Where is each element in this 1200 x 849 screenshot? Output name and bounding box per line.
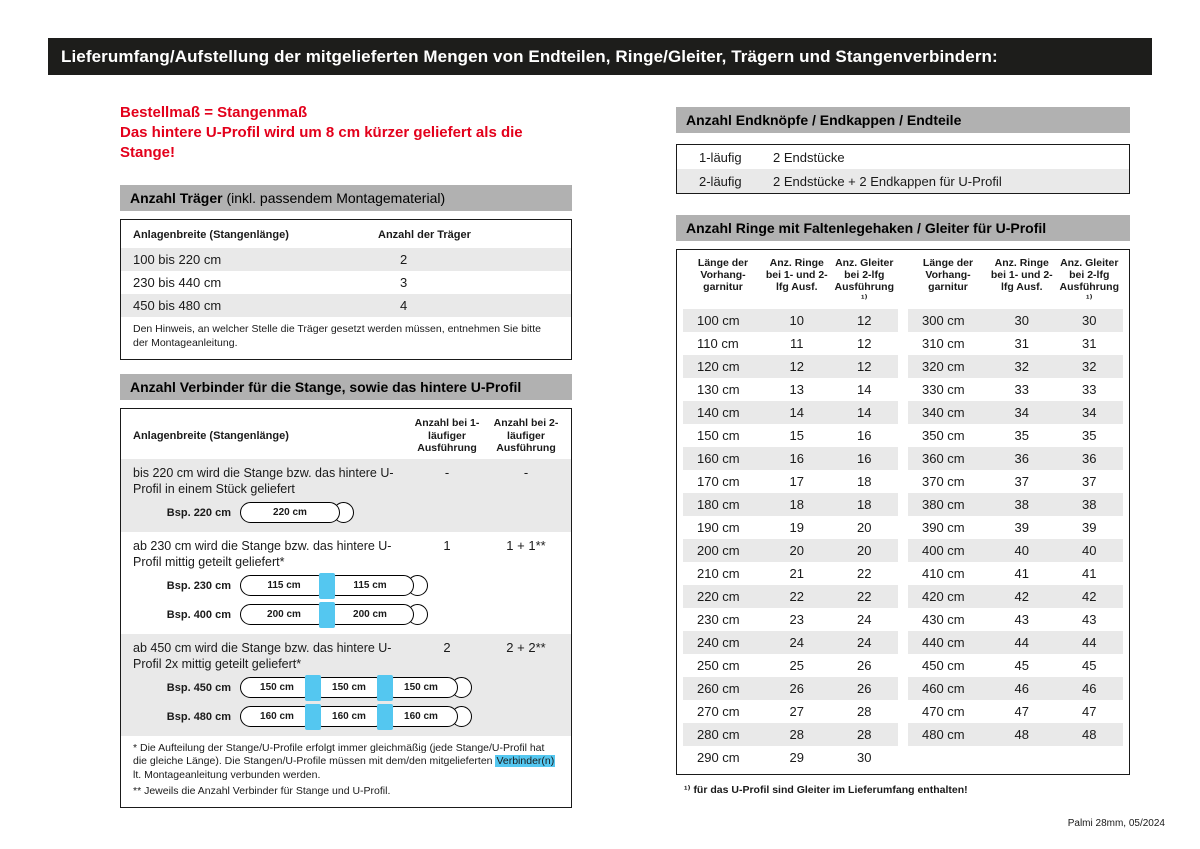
verbinder-rule-row [121, 465, 571, 497]
gliders-count-cell: 33 [1082, 382, 1097, 397]
table-row [908, 631, 1123, 654]
rod-diagram [240, 675, 472, 701]
rings-count-cell: 48 [1014, 727, 1029, 742]
traeger-col-count: Anzahl der Träger [378, 229, 471, 241]
table-row [683, 585, 898, 608]
length-cell: 340 cm [922, 405, 965, 420]
table-row [908, 355, 1123, 378]
rod-connector-icon [305, 675, 321, 701]
length-cell: 110 cm [697, 336, 739, 351]
rings-count-cell: 16 [789, 451, 804, 466]
table-row [683, 608, 898, 631]
verbinder-col-width: Anlagenbreite (Stangenlänge) [133, 429, 289, 442]
verbinder-table-header [121, 409, 571, 459]
table-row [908, 401, 1123, 424]
rod-example-label: Bsp. 480 cm [166, 710, 231, 723]
verbinder-rule-row [121, 640, 571, 672]
gliders-count-cell: 28 [857, 727, 872, 742]
gliders-count-cell: 20 [857, 543, 872, 558]
gliders-count-cell: 39 [1082, 520, 1097, 535]
length-cell: 380 cm [922, 497, 965, 512]
table-row [683, 516, 898, 539]
gliders-count-cell: 48 [1082, 727, 1097, 742]
gliders-count-cell: 14 [857, 405, 872, 420]
table-row [683, 332, 898, 355]
rod-segment: 220 cm [240, 502, 340, 523]
table-row [683, 470, 898, 493]
table-row [121, 271, 571, 294]
table-row [683, 378, 898, 401]
length-cell: 100 cm [697, 313, 740, 328]
length-cell: 240 cm [697, 635, 740, 650]
rod-example-label: Bsp. 450 cm [166, 681, 231, 694]
length-cell: 460 cm [922, 681, 965, 696]
rings-count-cell: 28 [789, 727, 804, 742]
length-cell: 410 cm [922, 566, 965, 581]
ringe-rows-left [683, 309, 898, 769]
gliders-count-cell: 45 [1082, 658, 1097, 673]
gliders-count-cell: 22 [857, 566, 872, 581]
table-row [683, 700, 898, 723]
table-row [683, 539, 898, 562]
verbinder-highlight: Verbinder(n) [496, 755, 555, 767]
length-cell: 330 cm [922, 382, 965, 397]
rod-diagram [240, 704, 472, 730]
rings-count-cell: 40 [1014, 543, 1029, 558]
rod-example [121, 675, 571, 701]
traeger-rows [121, 248, 571, 317]
rod-example [121, 602, 571, 628]
rod-diagram [240, 602, 428, 628]
rod-connector-icon [377, 675, 393, 701]
rings-count-cell: 23 [789, 612, 804, 627]
ringe-table-header [683, 255, 898, 307]
length-cell: 160 cm [697, 451, 740, 466]
length-cell: 150 cm [697, 428, 740, 443]
length-cell: 230 cm [697, 612, 740, 627]
rod-example-label: Bsp. 230 cm [166, 579, 231, 592]
rings-count-cell: 43 [1014, 612, 1029, 627]
rings-count-cell: 29 [789, 750, 804, 765]
table-row [121, 294, 571, 317]
rings-count-cell: 14 [789, 405, 804, 420]
gliders-count-cell: 30 [1082, 313, 1097, 328]
table-row [683, 401, 898, 424]
rod-segment: 115 cm [240, 575, 328, 596]
rod-segment: 115 cm [326, 575, 414, 596]
ringe-col-rings: Anz. Ringe bei 1- und 2-lfg Ausf. [990, 257, 1053, 293]
gliders-count-cell: 28 [857, 704, 872, 719]
table-row [683, 746, 898, 769]
rings-count-cell: 41 [1014, 566, 1029, 581]
rings-count-cell: 22 [789, 589, 804, 604]
table-row [683, 654, 898, 677]
length-cell: 400 cm [922, 543, 965, 558]
table-row [683, 355, 898, 378]
rod-example [121, 573, 571, 599]
endteile-title: Anzahl Endknöpfe / Endkappen / Endteile [686, 112, 962, 128]
endteile-desc-cell: 2 Endstücke + 2 Endkappen für U-Profil [773, 173, 1002, 189]
ringe-table-right [908, 255, 1123, 746]
ringe-col-length: Länge der Vorhang-garnitur [922, 257, 974, 293]
table-row [908, 585, 1123, 608]
traeger-col-width: Anlagenbreite (Stangenlänge) [133, 229, 289, 241]
rod-connector-icon [319, 602, 335, 628]
rings-count-cell: 31 [1014, 336, 1029, 351]
traeger-table [120, 219, 572, 360]
table-row [908, 493, 1123, 516]
verbinder-footnotes [121, 736, 571, 807]
traeger-section-header [120, 185, 572, 211]
table-row [908, 378, 1123, 401]
length-cell: 190 cm [697, 520, 740, 535]
length-cell: 180 cm [697, 497, 740, 512]
table-row [908, 608, 1123, 631]
gliders-count-cell: 12 [857, 336, 872, 351]
rings-count-cell: 15 [789, 428, 804, 443]
gliders-count-cell: 16 [857, 428, 872, 443]
verbinder-rule-text: ab 230 cm wird die Stange bzw. das hintere U-Profil mittig geteilt geliefert* [133, 538, 392, 569]
rod-segment: 160 cm [384, 706, 458, 727]
length-cell: 290 cm [697, 750, 740, 765]
verbinder-rule-text: bis 220 cm wird die Stange bzw. das hintere U-Profil in einem Stück geliefert [133, 465, 394, 496]
rings-count-cell: 44 [1014, 635, 1029, 650]
length-cell: 420 cm [922, 589, 965, 604]
footnote-text: lt. Montageanleitung verbunden werden. [133, 768, 321, 781]
table-row [908, 539, 1123, 562]
anlagenbreite-cell: 100 bis 220 cm [133, 252, 222, 267]
gliders-count-cell: 42 [1082, 589, 1097, 604]
table-row [908, 332, 1123, 355]
rings-count-cell: 17 [789, 474, 804, 489]
rings-count-cell: 18 [789, 497, 804, 512]
length-cell: 440 cm [922, 635, 965, 650]
rings-count-cell: 11 [790, 336, 804, 351]
ringe-col-gliders: Anz. Gleiter bei 2-lfg Ausführung ¹⁾ [834, 257, 894, 305]
table-row [121, 248, 571, 271]
rod-segment: 150 cm [384, 677, 458, 698]
page-title: Lieferumfang/Aufstellung der mitgelieferten Mengen von Endteilen, Ringe/Gleiter, Trägern und Stangenverbindern: [61, 46, 998, 66]
gliders-count-cell: 40 [1082, 543, 1097, 558]
lauf-type-cell: 2-läufig [699, 173, 742, 189]
rings-count-cell: 34 [1014, 405, 1029, 420]
verbinder-col-1lfg: Anzahl bei 1-läufiger Ausführung [414, 417, 480, 454]
length-cell: 300 cm [922, 313, 965, 328]
gliders-count-cell: 46 [1082, 681, 1097, 696]
verbinder-col-2lfg: Anzahl bei 2-läufiger Ausführung [493, 417, 559, 454]
ringe-col-gliders: Anz. Gleiter bei 2-lfg Ausführung ¹⁾ [1059, 257, 1119, 305]
length-cell: 310 cm [922, 336, 965, 351]
gliders-count-cell: 12 [857, 359, 872, 374]
length-cell: 140 cm [697, 405, 740, 420]
gliders-count-cell: 31 [1082, 336, 1097, 351]
traeger-table-header [121, 220, 571, 248]
rings-count-cell: 35 [1014, 428, 1029, 443]
table-row [683, 677, 898, 700]
length-cell: 250 cm [697, 658, 740, 673]
gliders-count-cell: 12 [857, 313, 872, 328]
left-column [120, 103, 572, 808]
traeger-title-bold: Anzahl Träger [130, 190, 223, 206]
rod-connector-icon [319, 573, 335, 599]
document-footer: Palmi 28mm, 05/2024 [1067, 818, 1165, 829]
gliders-count-cell: 35 [1082, 428, 1097, 443]
rod-segment: 200 cm [240, 604, 328, 625]
traeger-count-cell: 4 [400, 298, 408, 313]
gliders-count-cell: 36 [1082, 451, 1097, 466]
rod-example [121, 500, 571, 526]
length-cell: 210 cm [697, 566, 740, 581]
ringe-footnote: ¹⁾ für das U-Profil sind Gleiter im Lieferumfang enthalten! [684, 784, 968, 796]
table-row [908, 677, 1123, 700]
gliders-count-cell: 24 [857, 635, 872, 650]
table-row [908, 654, 1123, 677]
length-cell: 200 cm [697, 543, 740, 558]
traeger-count-cell: 3 [400, 275, 408, 290]
traeger-note: Den Hinweis, an welcher Stelle die Träger gesetzt werden müssen, entnehmen Sie bitte der Montageanleitung. [133, 323, 541, 349]
rings-count-cell: 39 [1014, 520, 1029, 535]
gliders-count-cell: 38 [1082, 497, 1097, 512]
rod-segment: 200 cm [326, 604, 414, 625]
rings-count-cell: 21 [789, 566, 804, 581]
gliders-count-cell: 44 [1082, 635, 1097, 650]
ringe-col-rings: Anz. Ringe bei 1- und 2-lfg Ausf. [765, 257, 828, 293]
verbinder-count-1lfg: 2 [443, 639, 451, 655]
ringe-title: Anzahl Ringe mit Faltenlegehaken / Gleiter für U-Profil [686, 220, 1047, 236]
verbinder-count-2lfg: 1 + 1** [506, 537, 546, 553]
verbinder-section-header [120, 374, 572, 400]
length-cell: 370 cm [922, 474, 965, 489]
verbinder-count-1lfg: 1 [443, 537, 451, 553]
table-row [683, 447, 898, 470]
length-cell: 170 cm [697, 474, 740, 489]
table-row [908, 424, 1123, 447]
lauf-type-cell: 1-läufig [699, 149, 742, 165]
rings-count-cell: 38 [1014, 497, 1029, 512]
verbinder-section-ab-230 [121, 532, 571, 634]
verbinder-count-2lfg: 2 + 2** [506, 639, 546, 655]
rings-count-cell: 32 [1014, 359, 1029, 374]
verbinder-count-1lfg: - [444, 464, 450, 480]
table-row [908, 723, 1123, 746]
gliders-count-cell: 30 [857, 750, 872, 765]
gliders-count-cell: 37 [1082, 474, 1097, 489]
endteile-section-header [676, 107, 1130, 133]
length-cell: 260 cm [697, 681, 740, 696]
ringe-table-container [676, 249, 1130, 775]
rings-count-cell: 25 [789, 658, 804, 673]
verbinder-section-ab-450 [121, 634, 571, 736]
gliders-count-cell: 20 [857, 520, 872, 535]
gliders-count-cell: 34 [1082, 405, 1097, 420]
rod-connector-icon [305, 704, 321, 730]
table-row [683, 309, 898, 332]
rings-count-cell: 10 [789, 313, 804, 328]
length-cell: 450 cm [922, 658, 965, 673]
length-cell: 480 cm [922, 727, 965, 742]
traeger-count-cell: 2 [400, 252, 408, 267]
page-title-bar [48, 38, 1152, 75]
gliders-count-cell: 41 [1082, 566, 1097, 581]
verbinder-table [120, 408, 572, 808]
verbinder-rule-row [121, 538, 571, 570]
order-notice [120, 103, 572, 163]
rings-count-cell: 36 [1014, 451, 1029, 466]
gliders-count-cell: 26 [857, 681, 872, 696]
gliders-count-cell: 22 [857, 589, 872, 604]
table-row [683, 631, 898, 654]
ringe-table-header [908, 255, 1123, 307]
length-cell: 280 cm [697, 727, 740, 742]
rings-count-cell: 37 [1014, 474, 1029, 489]
gliders-count-cell: 32 [1082, 359, 1097, 374]
rings-count-cell: 12 [789, 359, 804, 374]
rings-count-cell: 27 [789, 704, 804, 719]
table-row [677, 145, 1129, 169]
table-row [683, 424, 898, 447]
rod-example-label: Bsp. 400 cm [166, 608, 231, 621]
length-cell: 120 cm [697, 359, 740, 374]
table-row [908, 470, 1123, 493]
length-cell: 220 cm [697, 589, 740, 604]
gliders-count-cell: 47 [1082, 704, 1097, 719]
rod-diagram [240, 573, 428, 599]
rings-count-cell: 42 [1014, 589, 1029, 604]
rod-segment: 160 cm [240, 706, 314, 727]
order-notice-line2: Das hintere U-Profil wird um 8 cm kürzer geliefert als die Stange! [120, 124, 523, 161]
rings-count-cell: 26 [789, 681, 804, 696]
gliders-count-cell: 24 [857, 612, 872, 627]
rod-example-label: Bsp. 220 cm [166, 506, 231, 519]
ringe-section-header [676, 215, 1130, 241]
anlagenbreite-cell: 450 bis 480 cm [133, 298, 222, 313]
rings-count-cell: 30 [1014, 313, 1029, 328]
length-cell: 270 cm [697, 704, 740, 719]
endteile-desc-cell: 2 Endstücke [773, 149, 845, 165]
gliders-count-cell: 14 [857, 382, 872, 397]
length-cell: 130 cm [697, 382, 740, 397]
footnote-text: * Die Aufteilung der Stange/U-Profile erfolgt immer gleichmäßig (jede Stange/U-Profil hat die gleiche Länge). Die Stangen/U-Profile müssen mit dem/den mitgelieferten [133, 741, 545, 767]
verbinder-rule-text: ab 450 cm wird die Stange bzw. das hintere U-Profil 2x mittig geteilt geliefert* [133, 640, 392, 671]
rings-count-cell: 45 [1014, 658, 1029, 673]
ringe-col-length: Länge der Vorhang-garnitur [697, 257, 749, 293]
gliders-count-cell: 18 [857, 497, 872, 512]
verbinder-section-bis-220 [121, 459, 571, 532]
gliders-count-cell: 26 [857, 658, 872, 673]
rings-count-cell: 13 [789, 382, 804, 397]
table-row [683, 562, 898, 585]
length-cell: 470 cm [922, 704, 965, 719]
length-cell: 390 cm [922, 520, 965, 535]
endteile-table [676, 144, 1130, 194]
length-cell: 320 cm [922, 359, 965, 374]
rod-example [121, 704, 571, 730]
verbinder-title: Anzahl Verbinder für die Stange, sowie das hintere U-Profil [130, 379, 522, 395]
rings-count-cell: 20 [789, 543, 804, 558]
table-row [908, 447, 1123, 470]
rod-segment: 150 cm [240, 677, 314, 698]
table-row [683, 723, 898, 746]
right-column [676, 107, 1130, 796]
rod-diagram [240, 502, 354, 523]
rings-count-cell: 24 [789, 635, 804, 650]
rings-count-cell: 47 [1014, 704, 1029, 719]
order-notice-line1: Bestellmaß = Stangenmaß [120, 104, 308, 121]
verbinder-footnote-1 [133, 742, 557, 783]
rings-count-cell: 33 [1014, 382, 1029, 397]
table-row [908, 516, 1123, 539]
endteile-rows [677, 145, 1129, 193]
rod-connector-icon [377, 704, 393, 730]
rod-segment: 150 cm [312, 677, 386, 698]
table-row [908, 700, 1123, 723]
verbinder-count-2lfg: - [523, 464, 529, 480]
table-row [908, 562, 1123, 585]
length-cell: 350 cm [922, 428, 965, 443]
gliders-count-cell: 16 [857, 451, 872, 466]
table-row [677, 169, 1129, 193]
rod-segment: 160 cm [312, 706, 386, 727]
gliders-count-cell: 18 [857, 474, 872, 489]
gliders-count-cell: 43 [1082, 612, 1097, 627]
traeger-title-normal: (inkl. passendem Montagematerial) [222, 190, 446, 206]
ringe-rows-right [908, 309, 1123, 746]
rings-count-cell: 46 [1014, 681, 1029, 696]
ringe-table-left [683, 255, 898, 769]
length-cell: 430 cm [922, 612, 965, 627]
table-row [908, 309, 1123, 332]
table-row [683, 493, 898, 516]
verbinder-footnote-2: ** Jeweils die Anzahl Verbinder für Stange und U-Profil. [133, 785, 391, 797]
length-cell: 360 cm [922, 451, 965, 466]
rings-count-cell: 19 [789, 520, 804, 535]
anlagenbreite-cell: 230 bis 440 cm [133, 275, 222, 290]
